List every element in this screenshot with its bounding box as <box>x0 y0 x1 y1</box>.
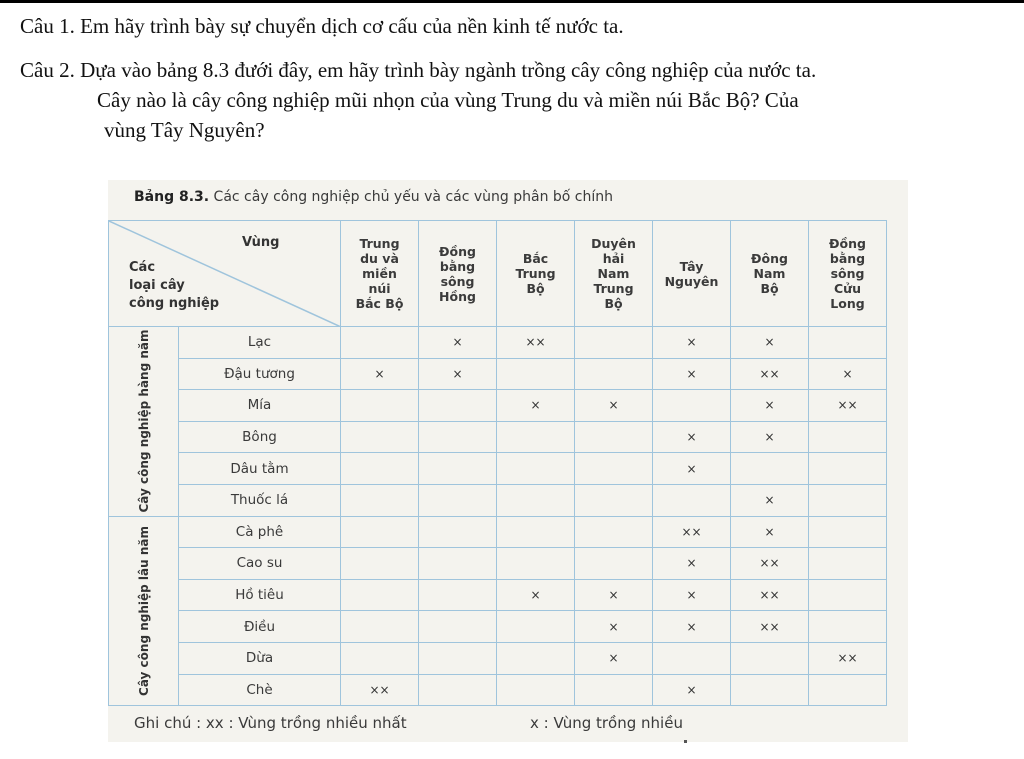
question-2-line-2: Cây nào là cây công nghiệp mũi nhọn của vùng Trung du và miền núi Bắc Bộ? Của <box>97 88 799 112</box>
table-cell <box>497 453 575 485</box>
table-cell <box>341 453 419 485</box>
region-header-line: Đồng <box>439 243 476 259</box>
table-cell <box>731 674 809 706</box>
region-header-line: Hồng <box>439 288 476 304</box>
region-header <box>575 221 653 327</box>
table-cell: × <box>575 390 653 422</box>
crop-region-table <box>108 220 887 706</box>
region-header-line: Duyên <box>591 236 636 251</box>
table-cell <box>419 579 497 611</box>
table-cell: × <box>575 642 653 674</box>
corner-region-label: Vùng <box>242 235 280 250</box>
corner-crop-label-line: công nghiệp <box>129 296 220 311</box>
crop-group-label-cell <box>109 516 179 706</box>
crop-name: Hồ tiêu <box>179 579 341 611</box>
table-row <box>109 390 887 422</box>
crop-name: Cao su <box>179 548 341 580</box>
table-cell: × <box>653 674 731 706</box>
crop-name: Lạc <box>179 327 341 359</box>
region-header-line: Đông <box>751 251 788 266</box>
table-cell <box>497 516 575 548</box>
region-header-line: Đồng <box>829 236 866 251</box>
table-row <box>109 358 887 390</box>
region-header-line: sông <box>830 266 865 281</box>
crop-group-label: Cây công nghiệp lâu năm <box>136 525 151 696</box>
table-cell: × <box>731 516 809 548</box>
table-cell <box>341 484 419 516</box>
table-cell <box>653 390 731 422</box>
table-cell <box>575 484 653 516</box>
table-cell <box>419 421 497 453</box>
table-caption-title: Các cây công nghiệp chủ yếu và các vùng phân bố chính <box>209 189 614 205</box>
region-header <box>809 221 887 327</box>
table-cell <box>341 611 419 643</box>
table-caption-number: Bảng 8.3. <box>134 189 210 205</box>
table-cell <box>809 327 887 359</box>
table-row <box>109 484 887 516</box>
region-header-line: Trung <box>515 266 556 281</box>
table-cell <box>419 674 497 706</box>
table-cell: × <box>653 421 731 453</box>
table-cell: × <box>731 421 809 453</box>
table-cell <box>809 421 887 453</box>
region-header-line: bằng <box>829 251 866 266</box>
crop-group-label-cell <box>109 327 179 517</box>
table-cell: × <box>341 358 419 390</box>
question-2-line-3: vùng Tây Nguyên? <box>104 118 265 142</box>
legend-note-most: Ghi chú : xx : Vùng trồng nhiều nhất <box>134 714 407 732</box>
region-header-line: Nguyên <box>664 273 719 289</box>
table-cell <box>341 390 419 422</box>
table-cell: ×× <box>653 516 731 548</box>
table-cell <box>419 548 497 580</box>
table-header-row <box>109 221 887 327</box>
table-cell: ×× <box>731 358 809 390</box>
table-cell: × <box>419 358 497 390</box>
table-cell <box>809 548 887 580</box>
question-2-line-1: Câu 2. Dựa vào bảng 8.3 đưới đây, em hãy trình bày ngành trồng cây công nghiệp của nước ta. <box>20 58 817 82</box>
table-row <box>109 642 887 674</box>
region-header-line: du và <box>360 251 399 266</box>
table-row <box>109 516 887 548</box>
crop-name: Chè <box>179 674 341 706</box>
table-cell: ×× <box>341 674 419 706</box>
region-header-line: Nam <box>597 266 630 281</box>
table-cell <box>497 674 575 706</box>
table-cell: × <box>575 579 653 611</box>
table-cell: ×× <box>731 611 809 643</box>
region-header-line: Bắc <box>522 251 549 266</box>
table-row <box>109 674 887 706</box>
table-cell <box>575 421 653 453</box>
table-cell <box>809 674 887 706</box>
table-cell <box>731 453 809 485</box>
table-cell: ×× <box>497 327 575 359</box>
table-cell <box>653 484 731 516</box>
table-cell <box>497 484 575 516</box>
scan-speck <box>684 740 687 743</box>
region-header-line: Bộ <box>604 296 623 311</box>
region-header-line: Long <box>830 296 865 311</box>
corner-crop-label-line: loại cây <box>129 278 185 293</box>
region-header-line: Cửu <box>834 281 861 296</box>
table-cell <box>809 579 887 611</box>
table-cell: × <box>653 548 731 580</box>
table-cell: ×× <box>731 579 809 611</box>
region-header-line: sông <box>440 273 475 289</box>
table-row <box>109 421 887 453</box>
region-header-line: Bộ <box>760 281 779 296</box>
table-cell <box>419 453 497 485</box>
crop-name: Bông <box>179 421 341 453</box>
table-cell <box>575 327 653 359</box>
table-cell: × <box>575 611 653 643</box>
table-cell <box>341 421 419 453</box>
table-cell <box>809 611 887 643</box>
table-cell <box>497 611 575 643</box>
corner-crop-label <box>129 259 219 313</box>
table-cell: × <box>653 453 731 485</box>
crop-name: Điều <box>179 611 341 643</box>
table-cell <box>575 516 653 548</box>
table-cell: ×× <box>809 390 887 422</box>
region-header-line: Trung <box>359 236 400 251</box>
table-body <box>109 221 887 706</box>
region-header <box>419 221 497 327</box>
table-cell <box>341 548 419 580</box>
table-cell: ×× <box>809 642 887 674</box>
table-cell <box>653 642 731 674</box>
table-cell <box>497 358 575 390</box>
table-cell <box>575 358 653 390</box>
region-header <box>653 221 731 327</box>
region-header-line: Bộ <box>526 281 545 296</box>
table-cell: × <box>653 579 731 611</box>
crop-name: Đậu tương <box>179 358 341 390</box>
region-header-line: bằng <box>439 258 476 274</box>
table-cell <box>497 642 575 674</box>
table-cell <box>575 453 653 485</box>
region-header <box>341 221 419 327</box>
corner-crop-label-line: Các <box>129 260 156 275</box>
table-cell <box>731 642 809 674</box>
table-row <box>109 579 887 611</box>
crop-group-label: Cây công nghiệp hàng năm <box>136 329 151 513</box>
table-cell: × <box>809 358 887 390</box>
region-header-line: Tây <box>679 258 704 274</box>
question-1: Câu 1. Em hãy trình bày sự chuyển dịch cơ cấu của nền kinh tế nước ta. <box>20 14 624 38</box>
crop-name: Mía <box>179 390 341 422</box>
table-cell: × <box>731 327 809 359</box>
crop-name: Cà phê <box>179 516 341 548</box>
table-row <box>109 453 887 485</box>
table-row <box>109 327 887 359</box>
table-cell <box>809 453 887 485</box>
region-header-line: hải <box>602 251 625 266</box>
table-cell: ×× <box>731 548 809 580</box>
table-cell <box>497 548 575 580</box>
table-corner-cell <box>109 221 341 327</box>
table-cell <box>575 674 653 706</box>
region-header-line: Trung <box>593 281 634 296</box>
region-header <box>497 221 575 327</box>
table-cell <box>809 516 887 548</box>
table-cell: × <box>731 390 809 422</box>
table-row <box>109 548 887 580</box>
crop-name: Dâu tằm <box>179 453 341 485</box>
region-header-line: Nam <box>753 266 786 281</box>
table-cell <box>809 484 887 516</box>
table-cell <box>575 548 653 580</box>
table-cell <box>341 516 419 548</box>
table-cell: × <box>731 484 809 516</box>
region-header-line: Bắc Bộ <box>355 296 404 311</box>
crop-name: Dừa <box>179 642 341 674</box>
table-cell <box>419 611 497 643</box>
table-cell <box>341 579 419 611</box>
table-cell: × <box>497 579 575 611</box>
table-cell <box>497 421 575 453</box>
table-cell: × <box>653 611 731 643</box>
table-cell <box>341 327 419 359</box>
table-cell: × <box>653 358 731 390</box>
table-cell <box>341 642 419 674</box>
table-cell <box>419 516 497 548</box>
crop-name: Thuốc lá <box>179 484 341 516</box>
region-header-line: núi <box>368 281 391 296</box>
table-cell <box>419 390 497 422</box>
table-cell: × <box>497 390 575 422</box>
table-cell <box>419 484 497 516</box>
top-border <box>0 0 1024 3</box>
table-caption <box>134 189 613 205</box>
table-cell <box>419 642 497 674</box>
legend-note-many: x : Vùng trồng nhiều <box>530 714 683 732</box>
table-cell: × <box>419 327 497 359</box>
table-row <box>109 611 887 643</box>
region-header-line: miền <box>362 266 397 281</box>
region-header <box>731 221 809 327</box>
table-cell: × <box>653 327 731 359</box>
